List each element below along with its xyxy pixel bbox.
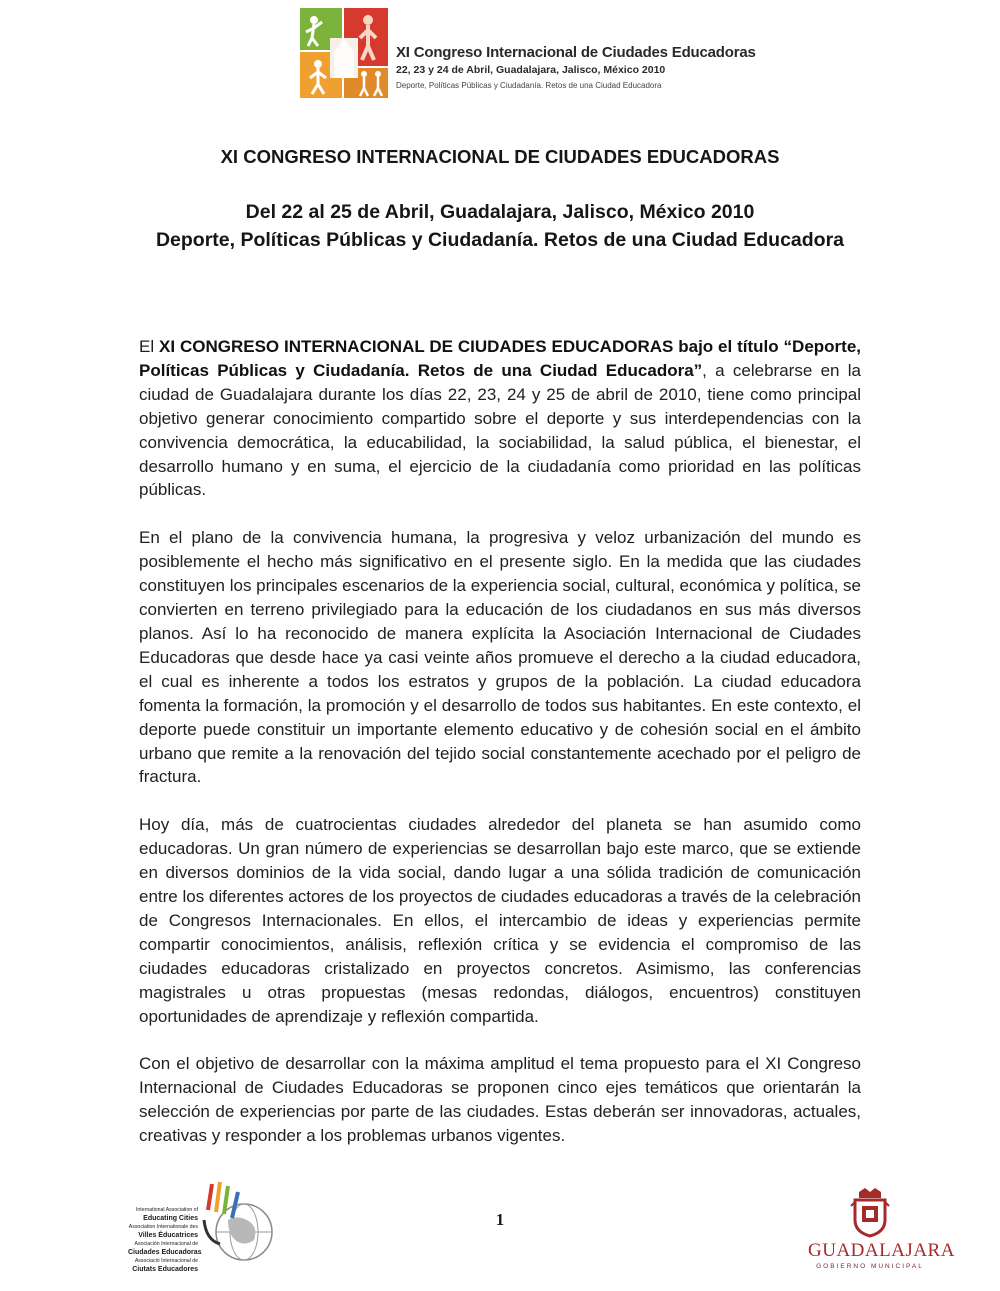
aice-line: Association Internationale des <box>128 1224 198 1230</box>
aice-line: International Association of <box>135 1207 198 1213</box>
paragraph-1-rest: , a celebrarse en la ciudad de Guadalajara durante los días 22, 23, 24 y 25 de abril de 2010, tiene como principal objetivo generar conocimiento compartido sobre el deporte y sus interdependencias con la convivencia democrática, la educabilidad, la sociabilidad, la salud pública, el bienestar, el desarrollo humano y en suma, el ejercicio de la ciudadanía como prioridad en las políticas públicas. <box>139 360 861 500</box>
document-dates-location: Del 22 al 25 de Abril, Guadalajara, Jalisco, México 2010 <box>245 201 755 223</box>
aice-line: Educating Cities <box>143 1215 198 1222</box>
coat-of-arms-icon <box>847 1186 893 1238</box>
logo-title: XI Congreso Internacional de Ciudades Educadoras <box>396 44 756 61</box>
aice-line: Ciudades Educadoras <box>128 1249 202 1256</box>
aice-line: Asociación Internacional de <box>134 1241 198 1247</box>
logo-subtitle: Deporte, Políticas Públicas y Ciudadanía. Retos de una Ciudad Educadora <box>396 81 662 90</box>
paragraph-1-lead: El <box>139 337 160 356</box>
paragraph-1-bold: XI CONGRESO INTERNACIONAL DE CIUDADES EDUCADORAS bajo el título “Deporte, Políticas Públicas y Ciudadanía. Retos de una Ciudad Educadora” <box>139 337 862 380</box>
congress-logo <box>300 8 780 98</box>
paragraph-4: Con el objetivo de desarrollar con la máxima amplitud el tema propuesto para el XI Congreso Internacional de Ciudades Educadoras se proponen cinco ejes temáticos que orientarán la selección de experiencias por parte de las ciudades. Estas deberán ser innovadoras, actuales, creativas y responder a los problemas urbanos vigentes. <box>139 1054 861 1146</box>
city-name: GUADALAJARA <box>808 1240 955 1261</box>
aice-logo-text <box>128 1206 202 1274</box>
paragraph-2: En el plano de la convivencia humana, la progresiva y veloz urbanización del mundo es posiblemente el hecho más significativo en el presente siglo. En la medida que las ciudades constituyen los principales escenarios de la experiencia social, cultural, económica y política, se convierten en terreno privilegiado para la educación de los ciudadanos en sus más diversos planos. Así lo ha reconocido de manera explícita la Asociación Internacional de Ciudades Educadoras que desde hace ya casi veinte años promueve el derecho a la ciudad educadora, el cual es inherente a todos los estratos y grupos de la población. La ciudad educadora fomenta la formación, la promoción y el desarrollo de todos sus habitantes. En este contexto, el deporte puede constituir un importante elemento educativo y de cohesión social en el ámbito urbano que remite a la renovación del tejido social constantemente acechado por el peligro de fractura. <box>139 528 861 787</box>
guadalajara-logo <box>808 1186 955 1276</box>
document-body <box>139 335 861 1172</box>
logo-dates: 22, 23 y 24 de Abril, Guadalajara, Jalisco, México 2010 <box>396 64 666 76</box>
aice-line: Villes Éducatrices <box>138 1232 198 1239</box>
aice-line: Ciutats Educadores <box>132 1266 198 1273</box>
page-number: 1 <box>495 1210 505 1229</box>
city-subtitle: GOBIERNO MUNICIPAL <box>816 1263 924 1270</box>
globe-hand-icon <box>198 1180 278 1272</box>
paragraph-1 <box>139 335 861 502</box>
paragraph-3: Hoy día, más de cuatrocientas ciudades alrededor del planeta se han asumido como educadoras. Un gran número de experiencias se desarrollan bajo este marco, que se extiende en diversos dominios de la vida social, dando lugar a una sólida tradición de comunicación entre los diferentes actores de los proyectos de ciudades educadoras a través de la celebración de Congresos Internacionales. En ellos, el intercambio de ideas y experiencias permite compartir conocimientos, análisis, reflexión crítica y se evidencia el compromiso de las ciudades educadoras cristalizado en proyectos concretos. Asimismo, las conferencias magistrales u otras propuestas (mesas redondas, diálogos, encuentros) constituyen oportunidades de aprendizaje y reflexión compartida. <box>139 815 861 1026</box>
aice-logo <box>128 1180 278 1272</box>
document-title: XI CONGRESO INTERNACIONAL DE CIUDADES EDUCADORAS <box>220 146 780 167</box>
congress-logo-mark <box>300 8 388 98</box>
aice-line: Associació Internacional de <box>134 1258 198 1264</box>
document-theme: Deporte, Políticas Públicas y Ciudadanía. Retos de una Ciudad Educadora <box>155 229 845 251</box>
